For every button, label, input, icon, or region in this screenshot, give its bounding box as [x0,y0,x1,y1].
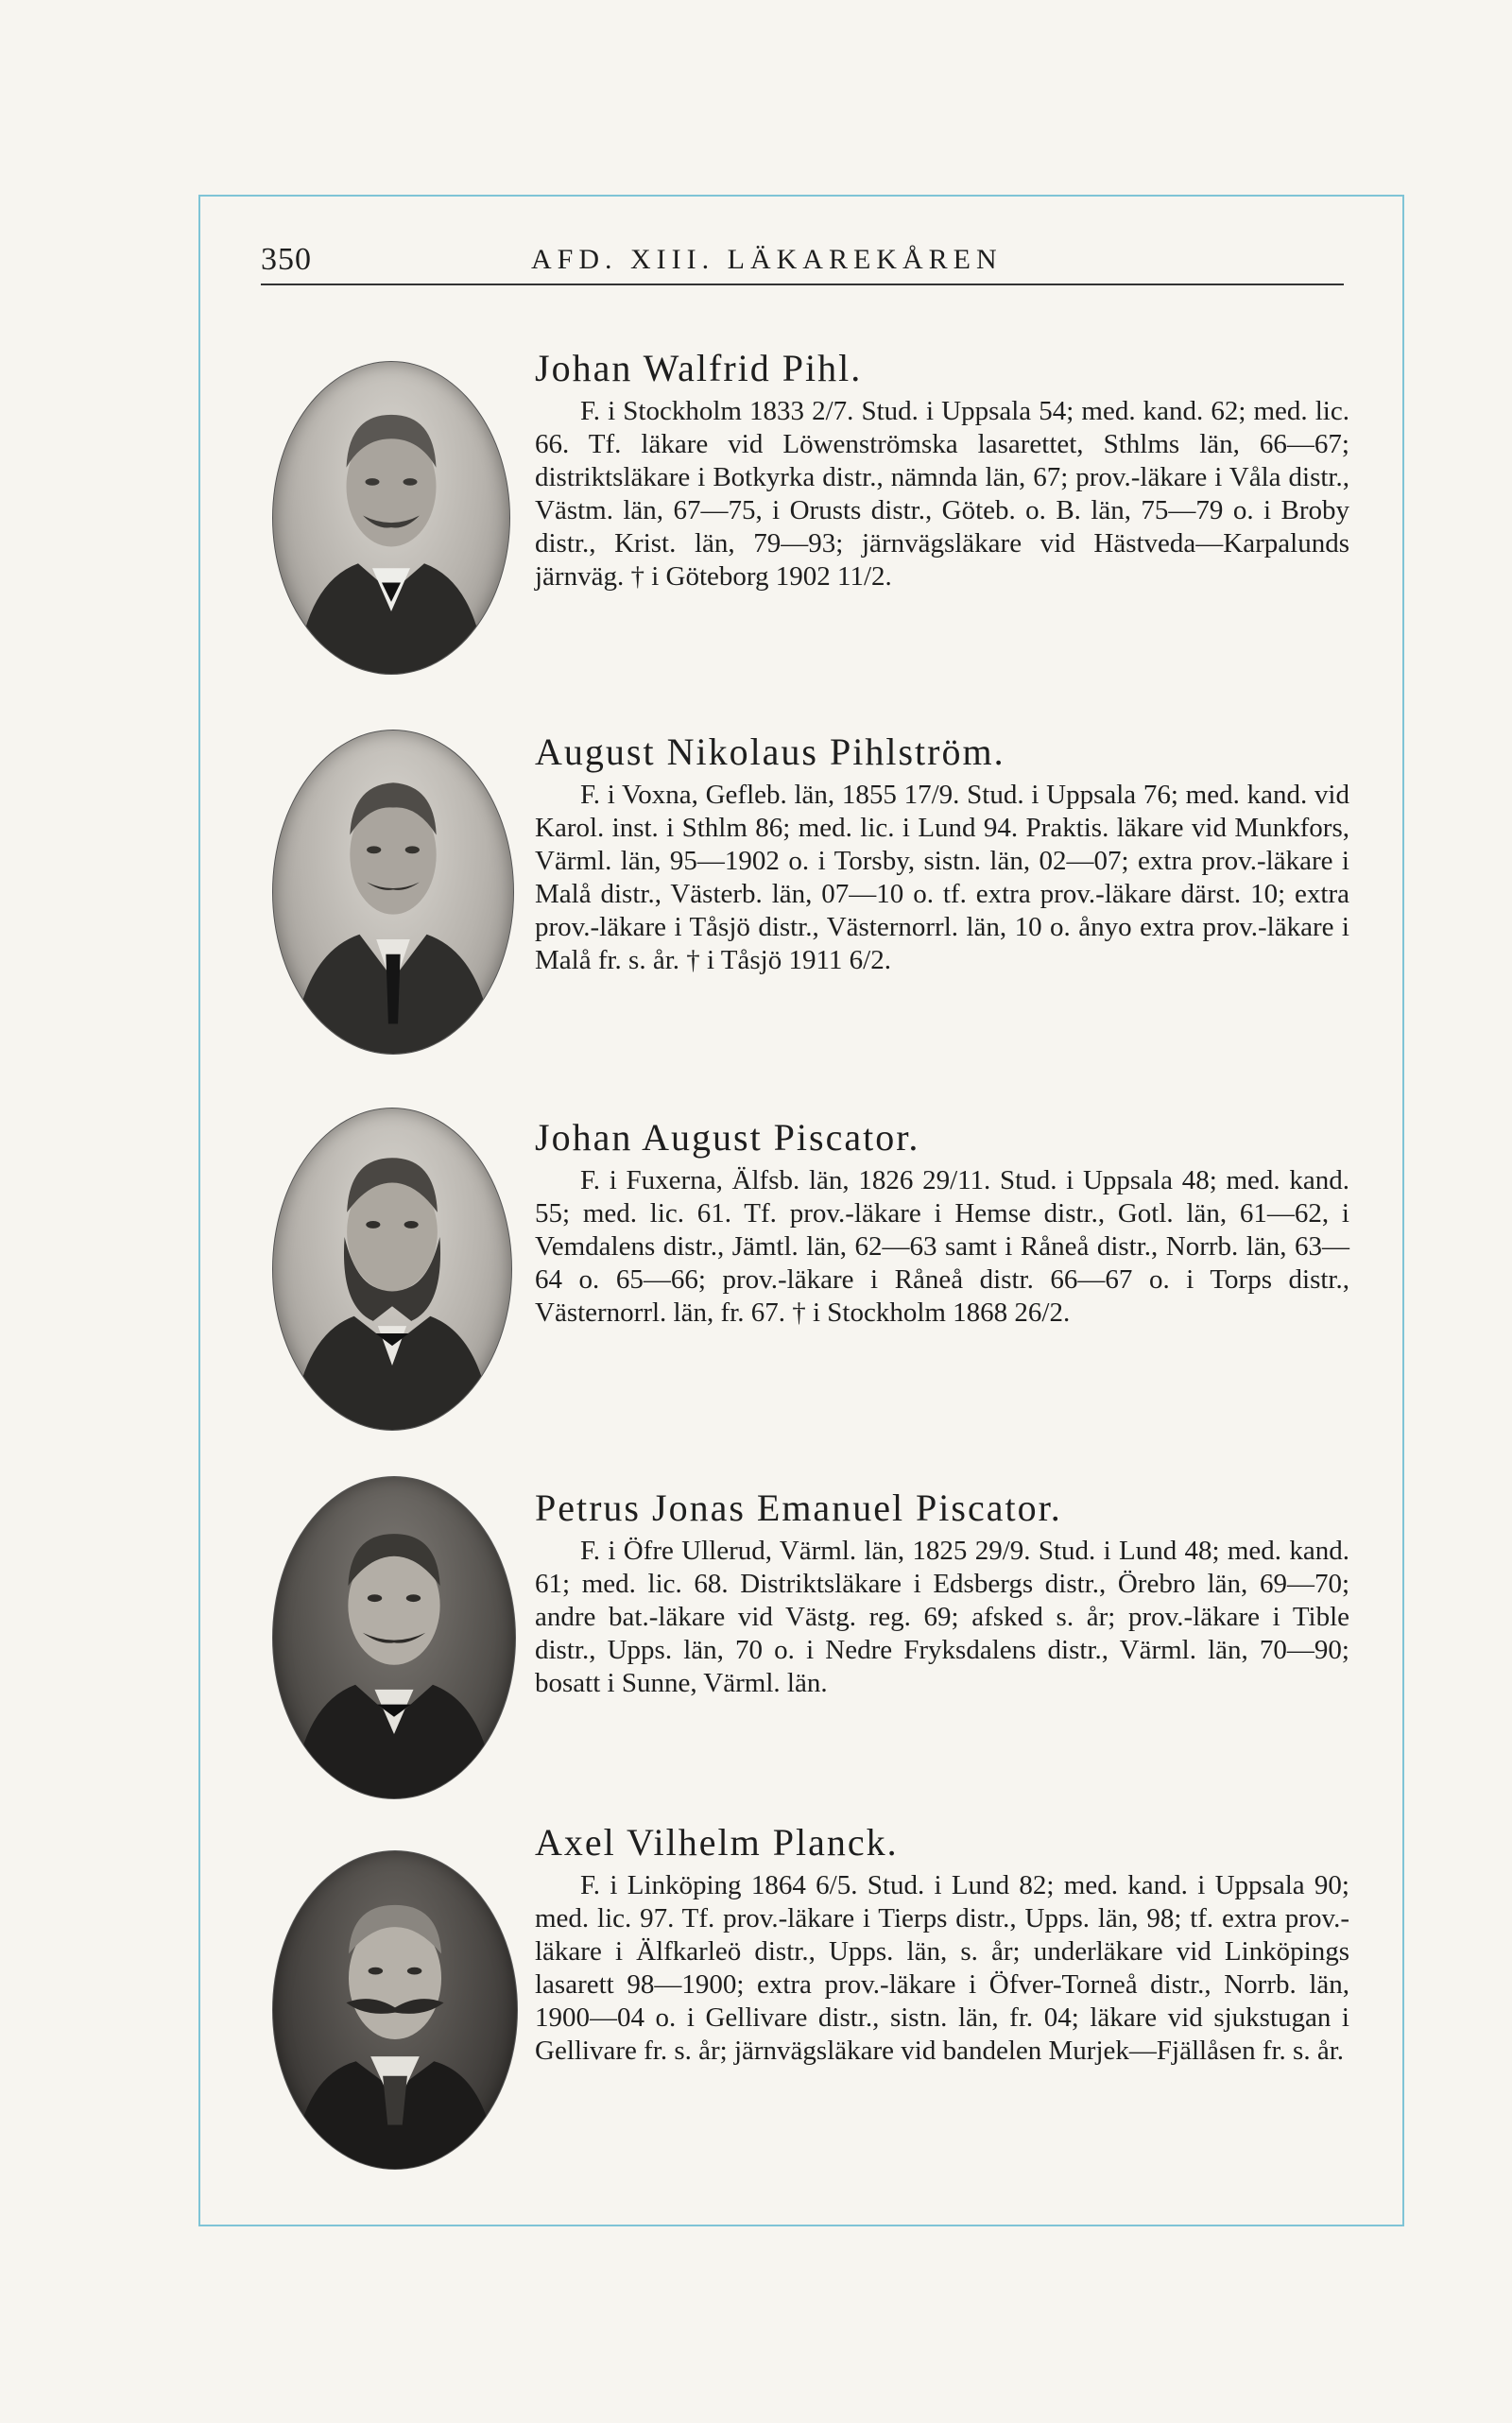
person-name: Johan August Piscator. [535,1116,920,1159]
person-name: August Nikolaus Pihlström. [535,730,1005,773]
page-header [261,238,1344,285]
portrait-figure [273,1108,511,1430]
portrait-figure [273,362,509,674]
portrait-photo [272,730,514,1055]
running-title: AFD. XIII. LÄKAREKÅREN [531,244,1003,275]
biography-text: F. i Fuxerna, Älfsb. län, 1826 29/11. Stud. i Uppsala 48; med. kand. 55; med. lic. 61. Tf. prov.-läkare i Hemse distr., Gotl. län, 61—62, i Vemdalens distr., Jämtl. län, 62—63 samt i Råneå distr., Norrb. län, 63—64 o. 65—66; prov.-läkare i Råneå distr. 66—67 o. i Torps distr., Västernorrl. län, fr. 67. † i Stockholm 1868 26/2. [535,1165,1349,1328]
portrait-photo [272,361,510,675]
portrait-photo [272,1850,518,2170]
portrait-photo [272,1108,512,1431]
biography-text: F. i Stockholm 1833 2/7. Stud. i Uppsala 54; med. kand. 62; med. lic. 66. Tf. läkare vid Löwenströmska lasarettet, Sthlms län, 66—67; distriktsläkare i Botkyrka distr., nämnda län, 67; prov.-läkare i Våla distr., Västm. län, 67—75, i Orusts distr., Göteb. o. B. län, 75—79 o. i Broby distr., Krist. län, 79—93; järnvägsläkare vid Hästveda—Karpalunds järnväg. † i Göteborg 1902 11/2. [535,396,1349,592]
portrait-photo [272,1476,516,1799]
portrait-figure [273,1851,517,2169]
person-name: Axel Vilhelm Planck. [535,1821,899,1864]
page-number: 350 [261,242,312,277]
person-name: Johan Walfrid Pihl. [535,347,863,389]
biography-text: F. i Linköping 1864 6/5. Stud. i Lund 82; med. kand. i Uppsala 90; med. lic. 97. Tf. prov.-läkare i Tierps distr., Upps. län, 98; tf. extra prov.-läkare i Älfkarleö distr., Upps. län, s. år; underläkare vid Linköpings lasarett 98—1900; extra prov.-läkare i Öfver-Torneå distr., Norrb. län, 1900—04 o. i Gellivare distr., sistn. län, fr. 04; läkare vid sjukstugan i Gellivare fr. s. år; järnvägsläkare vid bandelen Murjek—Fjällåsen fr. s. år. [535,1870,1349,2066]
biography-text: F. i Voxna, Gefleb. län, 1855 17/9. Stud. i Uppsala 76; med. kand. vid Karol. inst. i Sthlm 86; med. lic. i Lund 94. Praktis. läkare vid Munkfors, Värml. län, 95—1902 o. i Torsby, sistn. län, 02—07; extra prov.-läkare i Malå distr., Västerb. län, 07—10 o. tf. extra prov.-läkare därst. 10; extra prov.-läkare i Tåsjö distr., Västernorrl. län, 10 o. ånyo extra prov.-läkare i Malå fr. s. år. † i Tåsjö 1911 6/2. [535,780,1349,975]
portrait-figure [273,1477,515,1798]
biography-text: F. i Öfre Ullerud, Värml. län, 1825 29/9. Stud. i Lund 48; med. kand. 61; med. lic. 68. Distriktsläkare i Edsbergs distr., Örebro län, 69—70; andre bat.-läkare vid Västg. reg. 69; afsked s. år; prov.-läkare i Tible distr., Upps. län, 70 o. i Nedre Fryksdalens distr., Värml. län, 70—90; bosatt i Sunne, Värml. län. [535,1536,1349,1698]
portrait-figure [273,730,513,1054]
person-name: Petrus Jonas Emanuel Piscator. [535,1486,1062,1529]
